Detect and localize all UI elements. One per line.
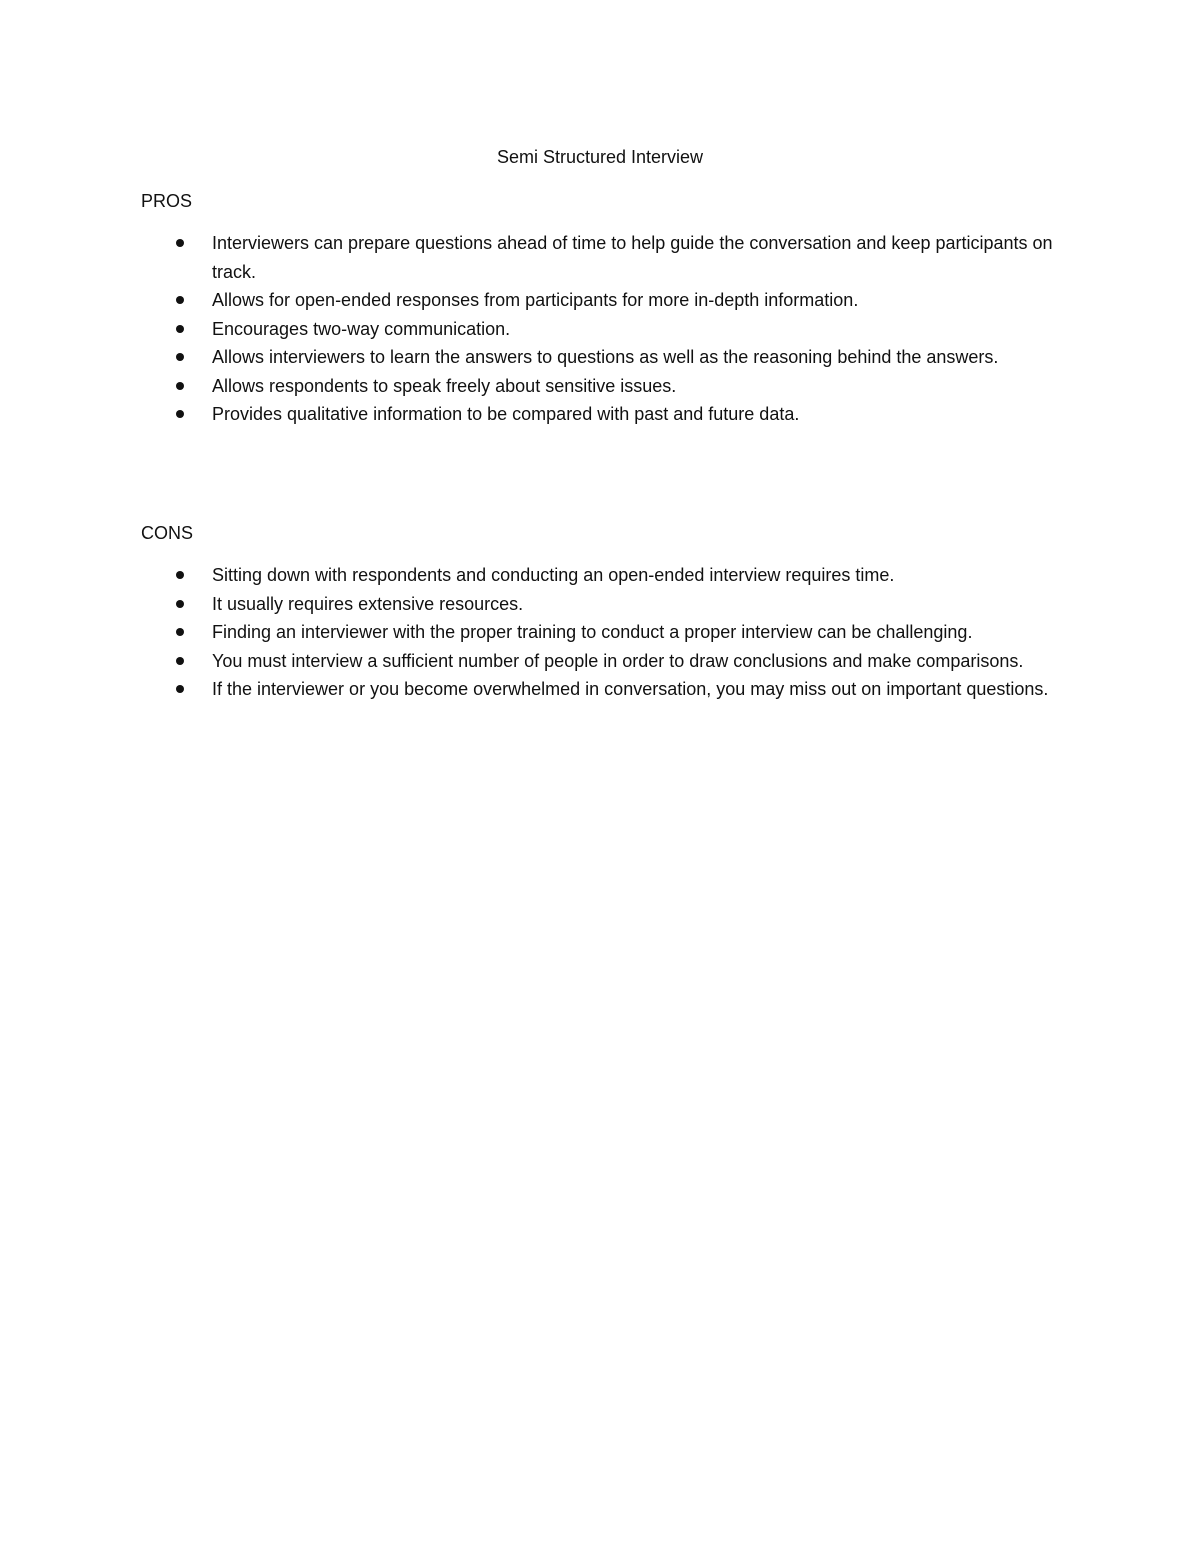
cons-list-item (0, 618, 1062, 647)
pros-list-item (0, 286, 1062, 315)
pros-item-text: Allows for open-ended responses from participants for more in-depth information. (212, 290, 859, 310)
cons-item-text: You must interview a sufficient number of people in order to draw conclusions and make comparisons. (212, 650, 1024, 671)
cons-list-item (0, 647, 1062, 676)
cons-list (0, 561, 1200, 704)
bullet-icon (176, 628, 184, 636)
cons-item-text: Finding an interviewer with the proper training to conduct a proper interview can be challenging. (212, 622, 973, 642)
cons-list-item (0, 590, 1062, 619)
bullet-icon (176, 382, 184, 390)
cons-heading: CONS (141, 523, 194, 543)
cons-item-text: Sitting down with respondents and conducting an open-ended interview requires time. (212, 565, 895, 585)
bullet-icon (176, 600, 184, 608)
pros-item-text: Interviewers can prepare questions ahead of time to help guide the conversation and keep participants on track. (212, 233, 1053, 282)
pros-item-text: Allows interviewers to learn the answers to questions as well as the reasoning behind the answers. (212, 347, 999, 367)
pros-list-item (0, 400, 1062, 429)
pros-heading: PROS (141, 191, 193, 211)
bullet-icon (176, 657, 184, 665)
bullet-icon (176, 571, 184, 579)
pros-list-item (0, 372, 1062, 401)
bullet-icon (176, 325, 184, 333)
pros-list-item (0, 315, 1062, 344)
pros-item-text: Provides qualitative information to be compared with past and future data. (212, 404, 800, 424)
document-title: Semi Structured Interview (496, 147, 704, 167)
pros-list-item (0, 343, 1062, 372)
bullet-icon (176, 296, 184, 304)
bullet-icon (176, 353, 184, 361)
bullet-icon (176, 239, 184, 247)
bullet-icon (176, 685, 184, 693)
cons-item-text: It usually requires extensive resources. (212, 593, 524, 614)
cons-item-text: If the interviewer or you become overwhelmed in conversation, you may miss out on important questions. (212, 679, 1049, 699)
pros-item-text: Encourages two-way communication. (212, 318, 511, 339)
pros-list-item (0, 229, 1062, 286)
pros-list (0, 229, 1200, 429)
cons-list-item (0, 561, 1062, 590)
cons-list-item (0, 675, 1062, 704)
bullet-icon (176, 410, 184, 418)
pros-item-text: Allows respondents to speak freely about sensitive issues. (212, 375, 677, 396)
